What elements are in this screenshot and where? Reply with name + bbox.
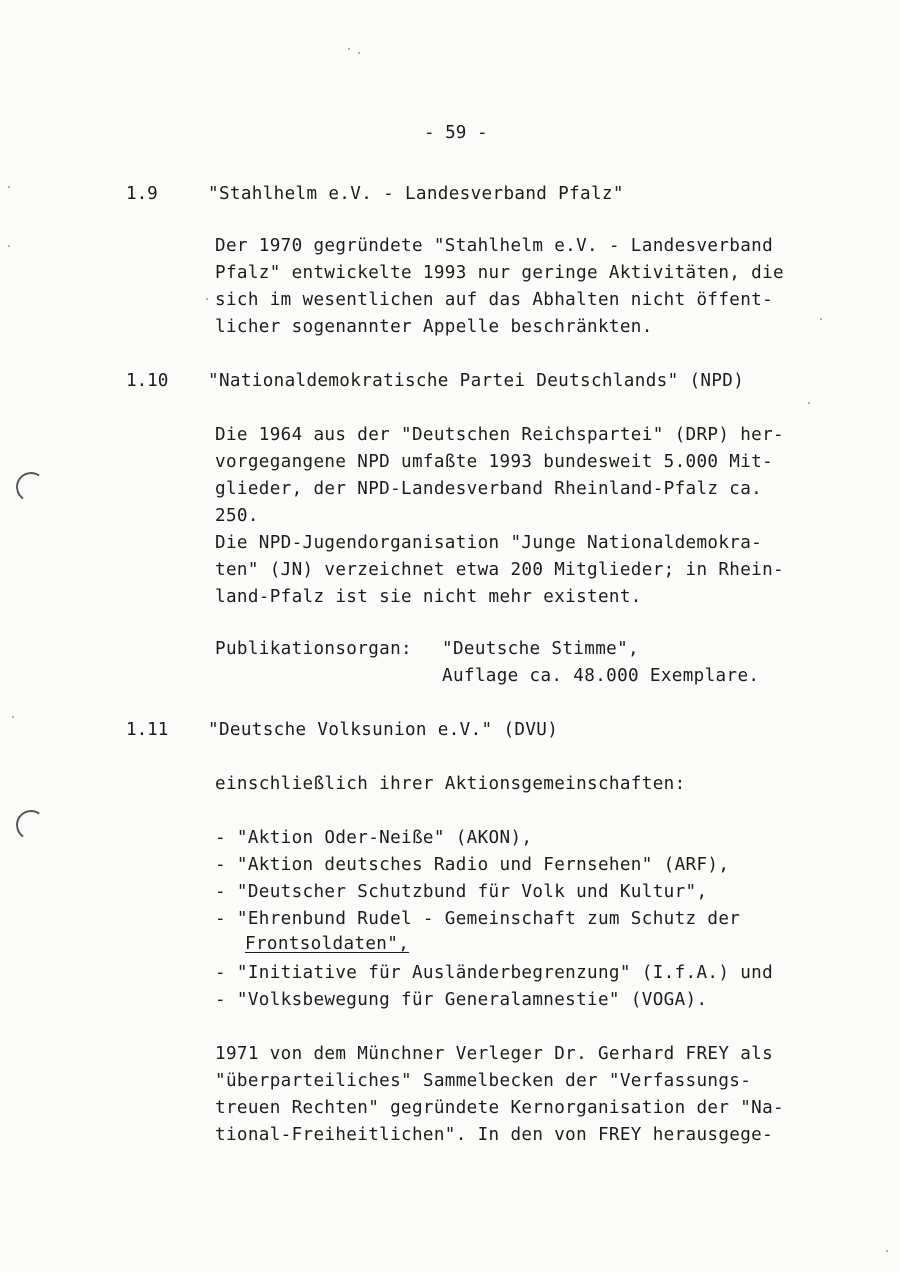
list-item: - "Deutscher Schutzbund für Volk und Kultur", <box>215 882 708 902</box>
section-heading-1-9: "Stahlhelm e.V. - Landesverband Pfalz" <box>208 184 624 204</box>
paragraph-line: Die NPD-Jugendorganisation "Junge Nationaldemokra- <box>215 533 763 553</box>
section-heading-1-11: "Deutsche Volksunion e.V." (DVU) <box>208 720 559 740</box>
paragraph-line: Der 1970 gegründete "Stahlhelm e.V. - Landesverband <box>215 236 774 256</box>
scan-speck <box>348 48 350 50</box>
paragraph-line: vorgegangene NPD umfaßte 1993 bundesweit 5.000 Mit- <box>215 452 774 472</box>
paragraph-line: 250. <box>215 506 259 526</box>
publication-value: "Deutsche Stimme", <box>442 639 639 659</box>
list-intro: einschließlich ihrer Aktionsgemeinschaften: <box>215 774 686 794</box>
publication-circulation: Auflage ca. 48.000 Exemplare. <box>442 666 760 686</box>
paragraph-line: glieder, der NPD-Landesverband Rheinland-Pfalz ca. <box>215 479 763 499</box>
list-item: - "Initiative für Ausländerbegrenzung" (I.f.A.) und <box>215 963 774 983</box>
paragraph-line: land-Pfalz ist sie nicht mehr existent. <box>215 587 642 607</box>
scan-speck <box>206 298 208 300</box>
section-number-1-9: 1.9 <box>126 184 158 204</box>
paragraph-line: Die 1964 aus der "Deutschen Reichspartei" (DRP) her- <box>215 425 785 445</box>
punch-hole-mark-icon <box>14 470 49 505</box>
scan-speck <box>8 245 10 247</box>
paragraph-line: ten" (JN) verzeichnet etwa 200 Mitglieder; in Rhein- <box>215 560 785 580</box>
publication-label: Publikationsorgan: <box>215 639 412 659</box>
list-item: - "Aktion deutsches Radio und Fernsehen" (ARF), <box>215 855 730 875</box>
list-item: - "Aktion Oder-Neiße" (AKON), <box>215 828 533 848</box>
list-item: - "Ehrenbund Rudel - Gemeinschaft zum Schutz der <box>215 909 741 929</box>
paragraph-line: sich im wesentlichen auf das Abhalten nicht öffent- <box>215 290 774 310</box>
section-heading-1-10: "Nationaldemokratische Partei Deutschlands" (NPD) <box>208 371 745 391</box>
section-number-1-11: 1.11 <box>126 720 169 740</box>
paragraph-line: 1971 von dem Münchner Verleger Dr. Gerhard FREY als <box>215 1044 774 1064</box>
paragraph-line: treuen Rechten" gegründete Kernorganisation der "Na- <box>215 1098 785 1118</box>
paragraph-line: tional-Freiheitlichen". In den von FREY herausgege- <box>215 1125 774 1145</box>
page-number: - 59 - <box>424 123 488 143</box>
scan-speck <box>12 716 14 718</box>
list-item: - "Volksbewegung für Generalamnestie" (VOGA). <box>215 990 708 1010</box>
scan-speck <box>358 52 360 54</box>
scan-speck <box>8 186 10 188</box>
punch-hole-mark-icon <box>14 808 49 843</box>
scan-speck <box>820 318 822 320</box>
paragraph-line: "überparteiliches" Sammelbecken der "Verfassungs- <box>215 1071 752 1091</box>
paragraph-line: Pfalz" entwickelte 1993 nur geringe Aktivitäten, die <box>215 263 785 283</box>
paragraph-line: licher sogenannter Appelle beschränkten. <box>215 317 653 337</box>
scan-speck <box>808 402 810 404</box>
list-item-continuation: Frontsoldaten", <box>245 934 410 954</box>
scan-speck <box>886 1250 888 1252</box>
section-number-1-10: 1.10 <box>126 371 169 391</box>
